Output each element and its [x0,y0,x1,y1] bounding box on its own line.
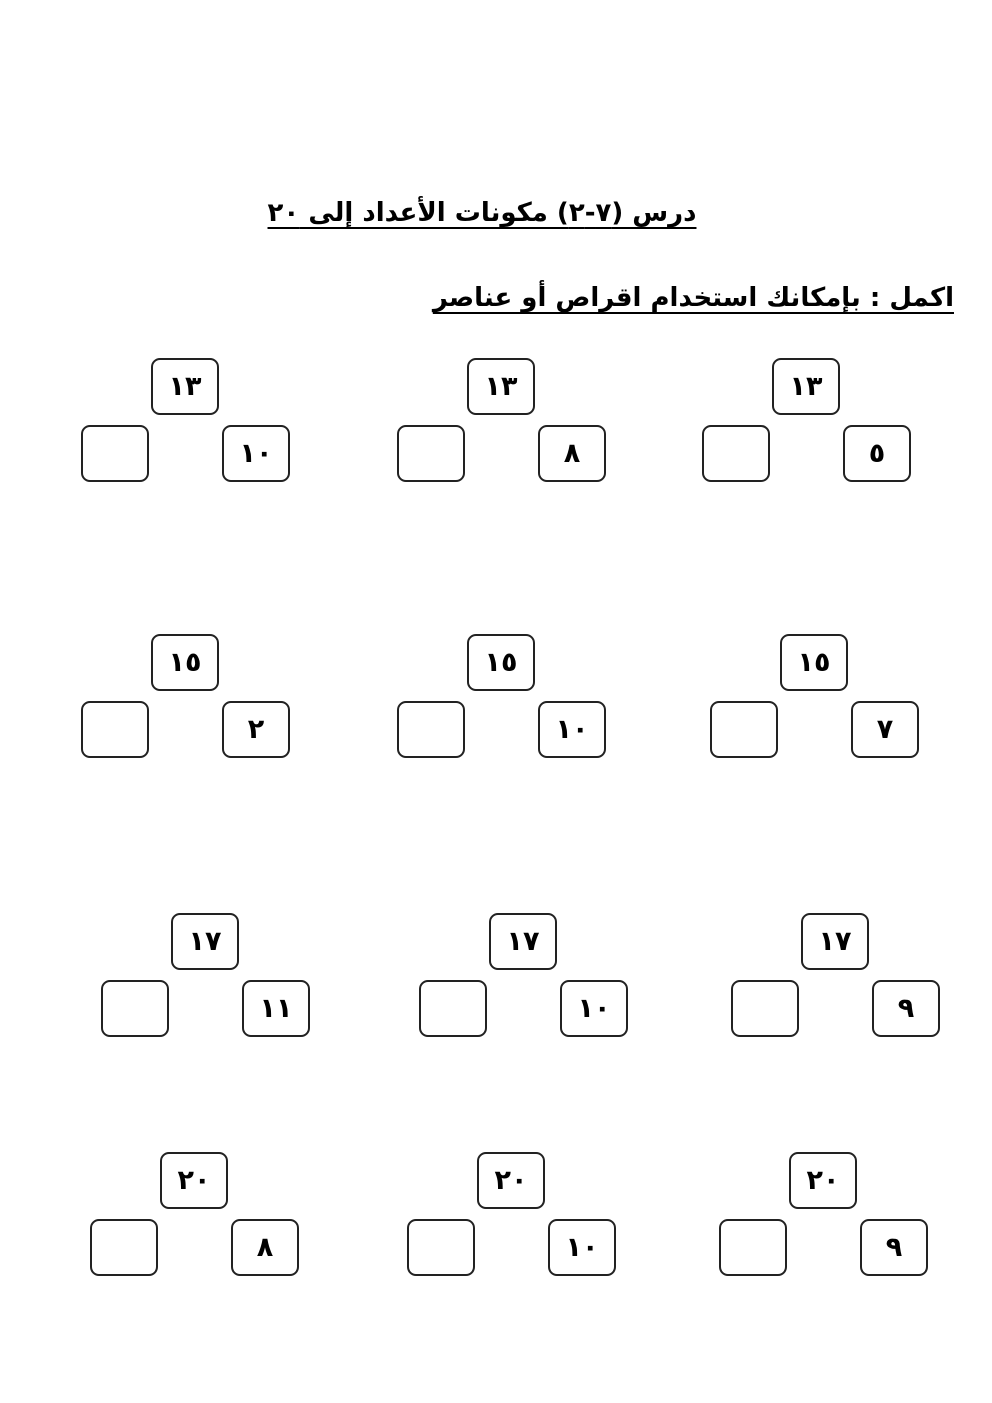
missing-part-answer-box[interactable] [81,425,149,482]
number-bond [702,358,914,485]
number-bond [397,634,609,761]
whole-number-box: ٢٠ [477,1152,545,1209]
missing-part-answer-box[interactable] [419,980,487,1037]
known-part-box: ١٠ [538,701,606,758]
known-part-box: ٩ [872,980,940,1037]
missing-part-answer-box[interactable] [731,980,799,1037]
number-bond [81,358,293,485]
number-bond [419,913,631,1040]
number-bond [81,634,293,761]
whole-number-box: ١٣ [467,358,535,415]
known-part-box: ٩ [860,1219,928,1276]
known-part-box: ١٠ [222,425,290,482]
number-bond [710,634,922,761]
whole-number-box: ١٥ [467,634,535,691]
number-bond [101,913,313,1040]
known-part-box: ١١ [242,980,310,1037]
number-bond [407,1152,619,1279]
whole-number-box: ٢٠ [789,1152,857,1209]
missing-part-answer-box[interactable] [81,701,149,758]
whole-number-box: ١٣ [151,358,219,415]
missing-part-answer-box[interactable] [719,1219,787,1276]
whole-number-box: ١٥ [780,634,848,691]
known-part-box: ٨ [538,425,606,482]
known-part-box: ١٠ [560,980,628,1037]
known-part-box: ٥ [843,425,911,482]
whole-number-box: ٢٠ [160,1152,228,1209]
whole-number-box: ١٥ [151,634,219,691]
whole-number-box: ١٣ [772,358,840,415]
missing-part-answer-box[interactable] [397,425,465,482]
number-bond [731,913,943,1040]
known-part-box: ٧ [851,701,919,758]
known-part-box: ١٠ [548,1219,616,1276]
worksheet-instruction: اكمل : بإمكانك استخدام اقراص أو عناصر [432,283,954,313]
known-part-box: ٢ [222,701,290,758]
known-part-box: ٨ [231,1219,299,1276]
whole-number-box: ١٧ [489,913,557,970]
number-bond [397,358,609,485]
missing-part-answer-box[interactable] [397,701,465,758]
missing-part-answer-box[interactable] [101,980,169,1037]
number-bond [90,1152,302,1279]
missing-part-answer-box[interactable] [710,701,778,758]
number-bond [719,1152,931,1279]
missing-part-answer-box[interactable] [702,425,770,482]
missing-part-answer-box[interactable] [90,1219,158,1276]
missing-part-answer-box[interactable] [407,1219,475,1276]
worksheet-title: درس (٧-٢) مكونات الأعداد إلى ٢٠ [267,198,697,228]
whole-number-box: ١٧ [801,913,869,970]
whole-number-box: ١٧ [171,913,239,970]
